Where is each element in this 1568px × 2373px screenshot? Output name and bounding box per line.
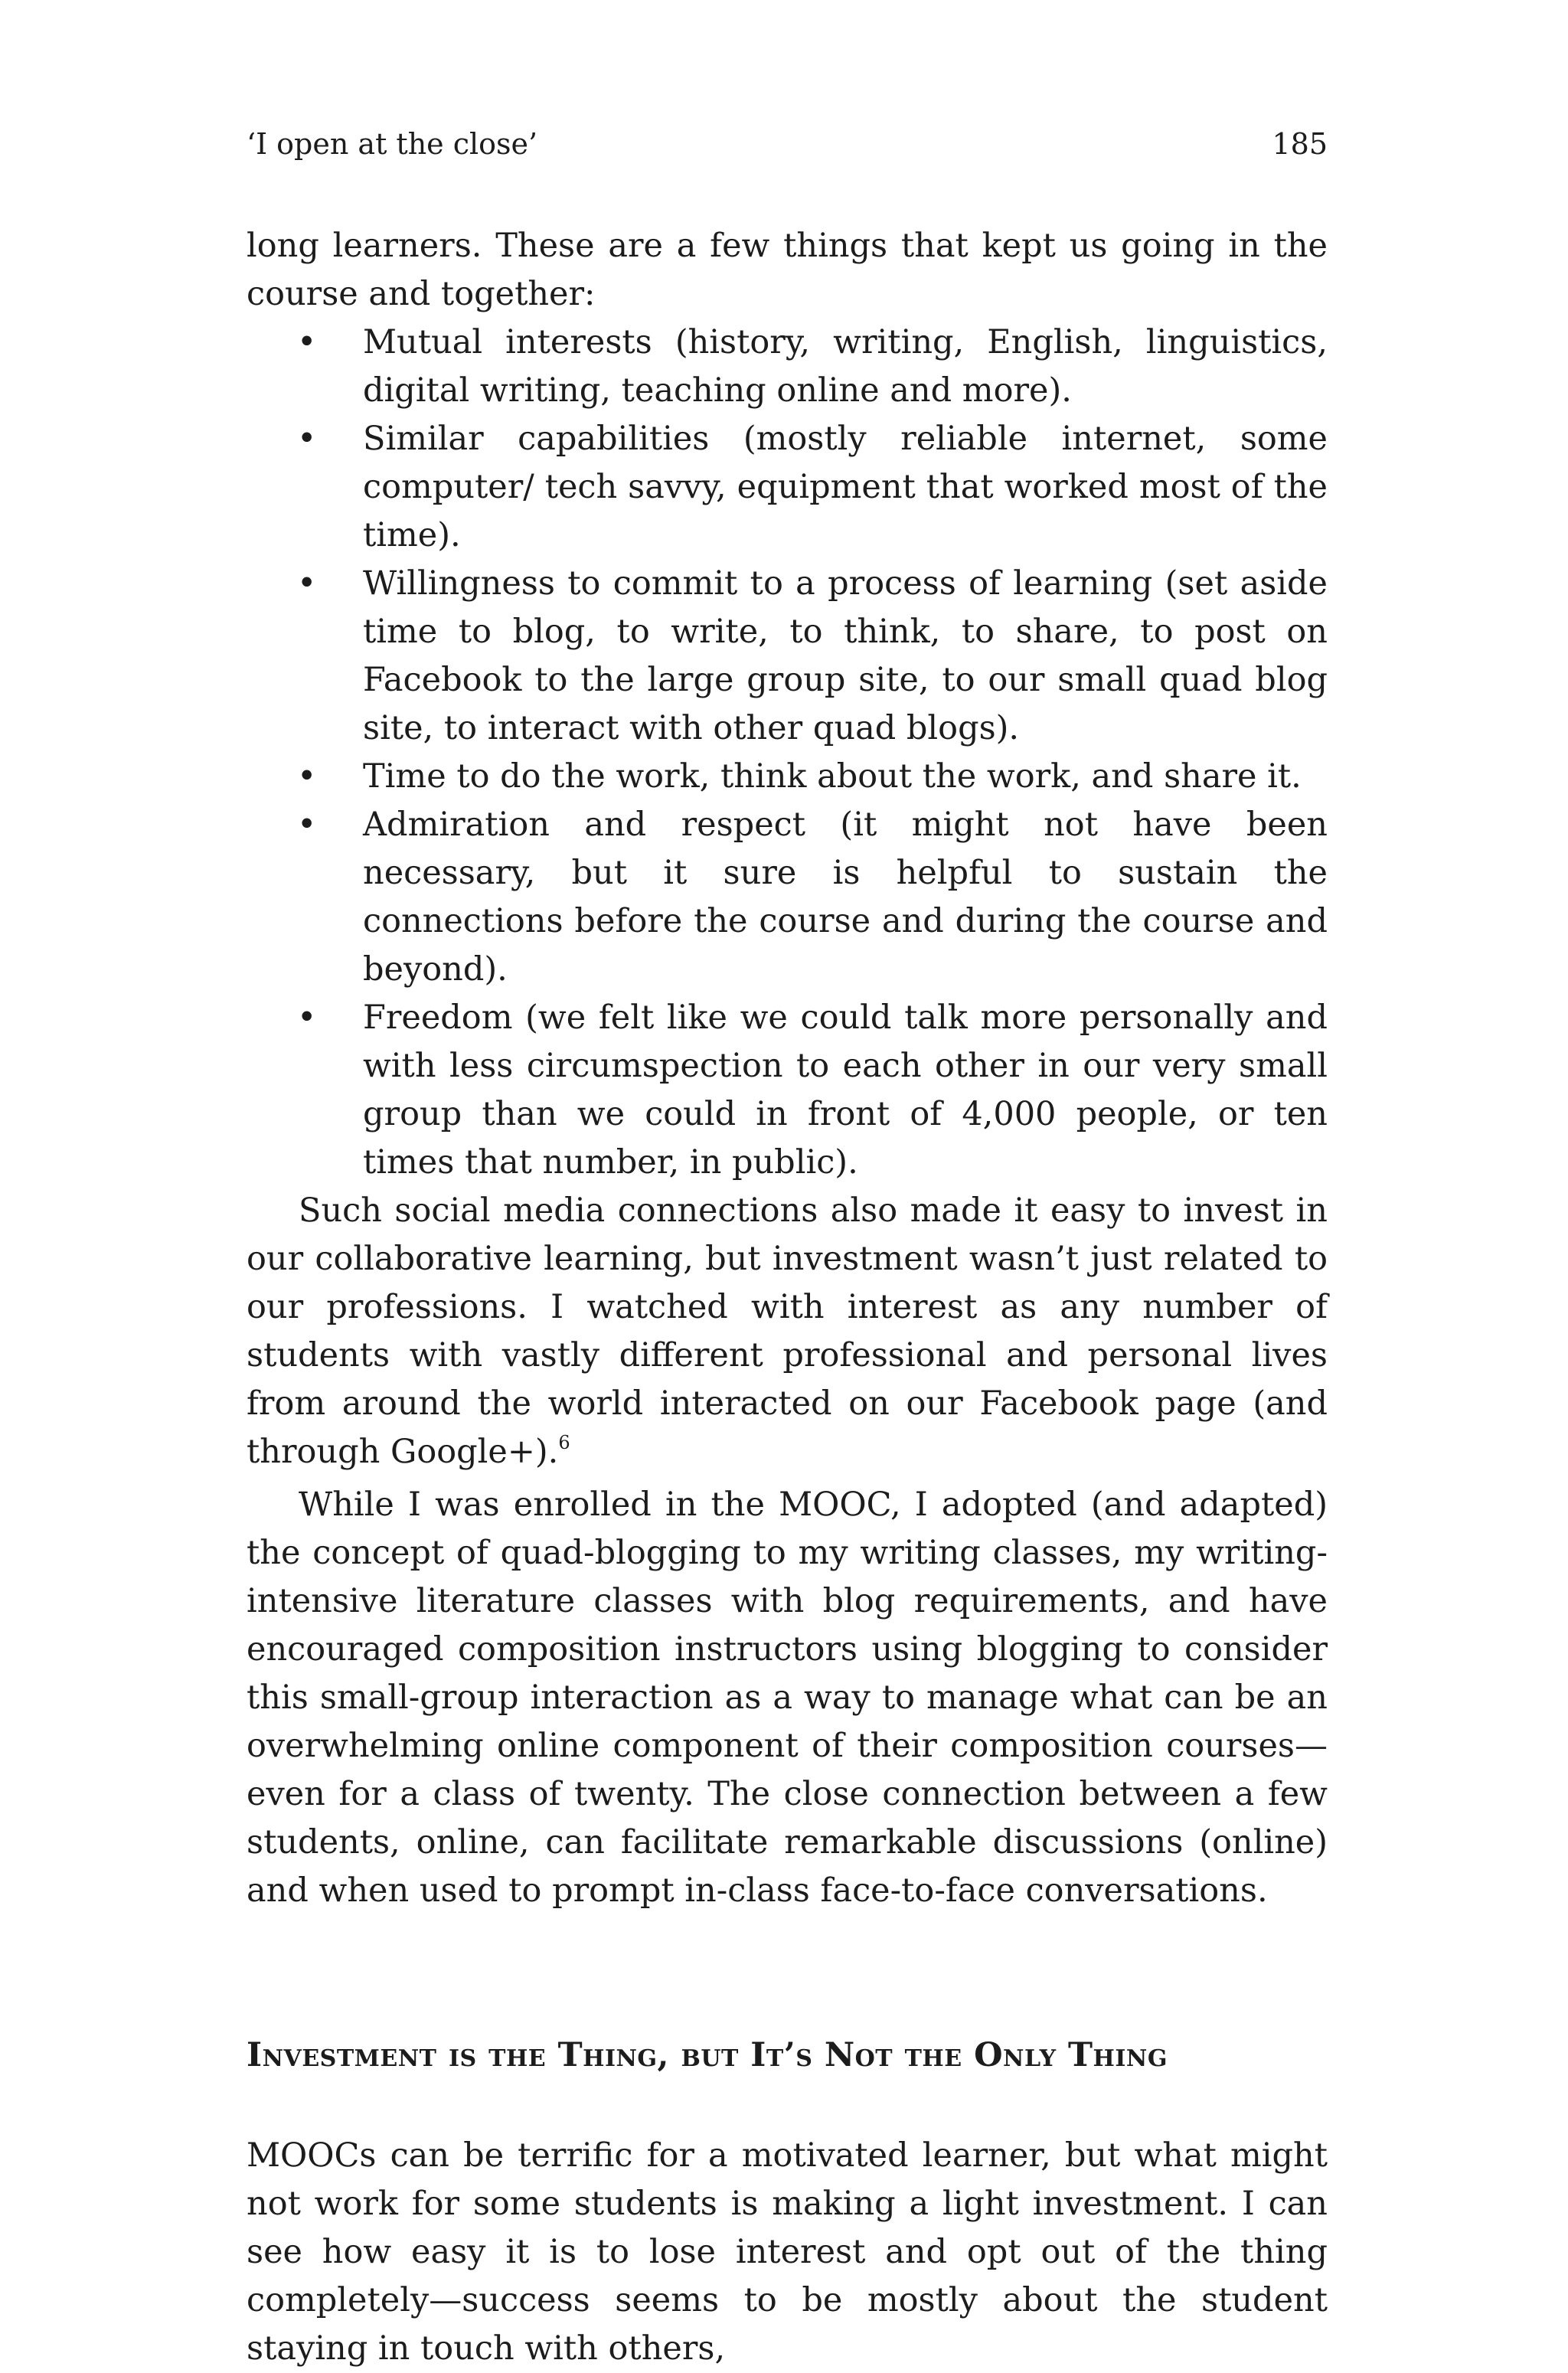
section-heading: Investment is the Thing, but It’s Not the Only Thing: [247, 2036, 1168, 2074]
list-item: [247, 560, 1328, 753]
paragraph-moocs: MOOCs can be terrific for a motivated learner, but what might not work for some students is making a light investment. I can see how easy it is to lose interest and opt out of the thing completely—success seems to be mostly about the student staying in touch with others,: [247, 2136, 1328, 2368]
paragraph-social-media: [247, 1187, 1328, 1481]
paragraph-text: Such social media connections also made it easy to invest in our collaborative learning, but investment wasn’t just related to our professions. I watched with interest as any number of students with vastly different professional and personal lives from around the world interacted on our Facebook page (and through Google+).: [247, 1191, 1328, 1471]
list-item-text: Time to do the work, think about the work, and share it.: [363, 757, 1302, 796]
list-item-text: Willingness to commit to a process of learning (set aside time to blog, to write, to think, to share, to post on Facebook to the large group site, to our small quad blog site, to interact with other quad blogs).: [363, 564, 1328, 747]
list-item-text: Freedom (we felt like we could talk more personally and with less circumspection to each other in our very small group than we could in front of 4,000 people, or ten times that number, in public).: [363, 999, 1328, 1182]
paragraph-quad-blogging: While I was enrolled in the MOOC, I adopted (and adapted) the concept of quad-blogging to my writing classes, my writing-intensive literature classes with blog requirements, and have encouraged composition instructors using blogging to consider this small-group interaction as a way to manage what can be an overwhelming online component of their composition courses—even for a class of twenty. The close connection between a few students, online, can facilitate remarkable discussions (online) and when used to prompt in-class face-to-face conversations.: [247, 1486, 1328, 1910]
bullet-icon: •: [297, 999, 317, 1037]
bullet-icon: •: [297, 420, 317, 458]
list-item-text: Similar capabilities (mostly reliable internet, some computer/ tech savvy, equipment that worked most of the time).: [363, 420, 1328, 554]
page-number: 185: [1272, 127, 1328, 161]
bullet-list: [247, 319, 1328, 1187]
list-item: [247, 319, 1328, 415]
running-head-title: ‘I open at the close’: [247, 127, 538, 161]
body-text: [247, 222, 1328, 2373]
list-item-text: Admiration and respect (it might not have been necessary, but it sure is helpful to sustain the connections before the course and during the course and beyond).: [363, 806, 1328, 989]
bullet-icon: •: [297, 757, 317, 796]
intro-paragraph: long learners. These are a few things that kept us going in the course and together:: [247, 227, 1328, 313]
bullet-icon: •: [297, 323, 317, 361]
list-item: [247, 415, 1328, 560]
bullet-icon: •: [297, 806, 317, 844]
list-item: [247, 801, 1328, 994]
list-item: [247, 994, 1328, 1187]
list-item: [247, 753, 1328, 801]
footnote-marker[interactable]: 6: [558, 1432, 570, 1453]
bullet-icon: •: [297, 564, 317, 603]
list-item-text: Mutual interests (history, writing, English, linguistics, digital writing, teaching online and more).: [363, 323, 1328, 410]
